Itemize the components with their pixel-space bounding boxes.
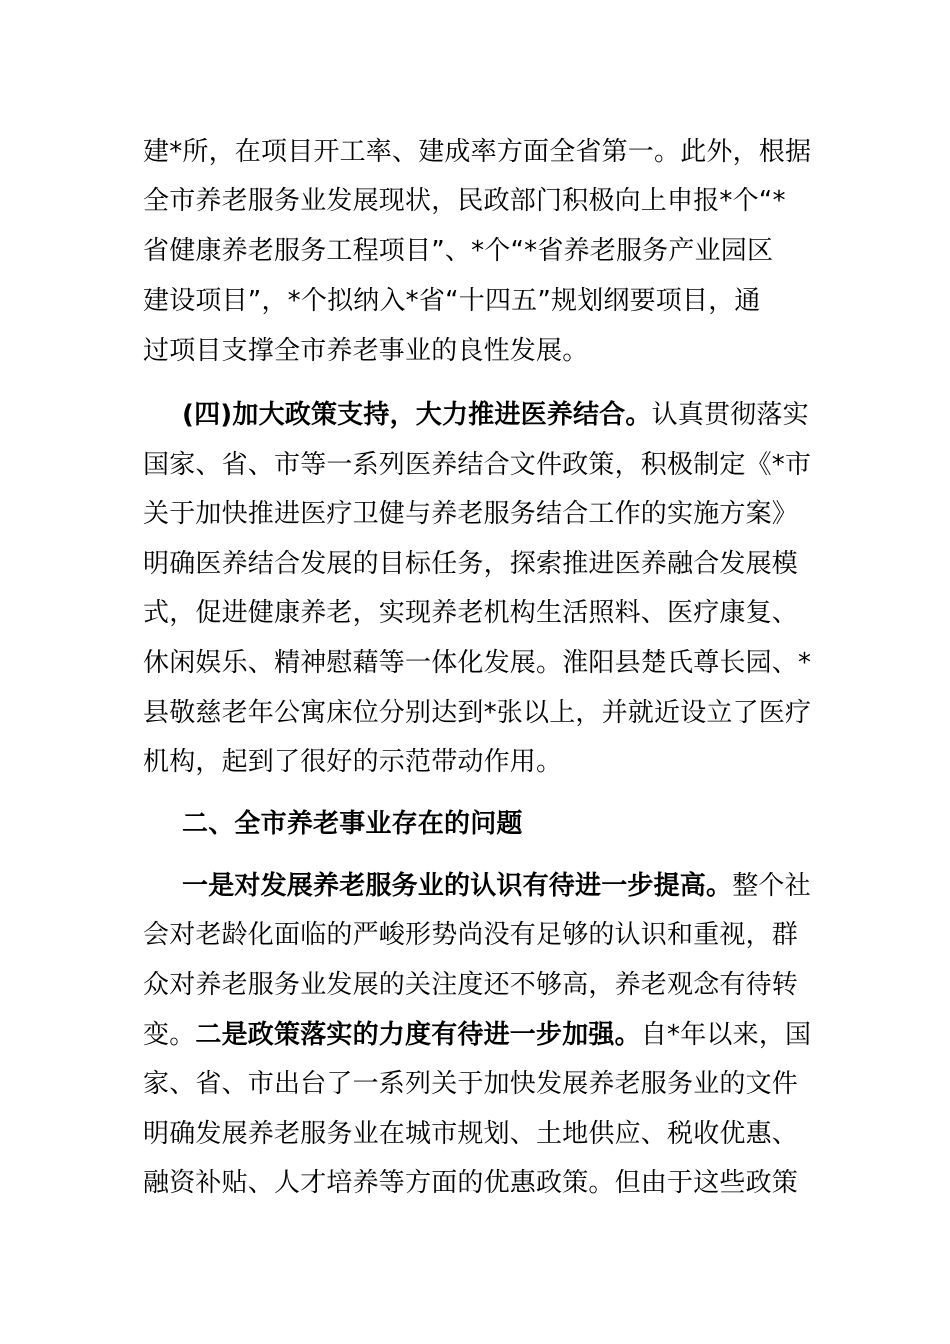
paragraph-line: 机构，起到了很好的示范带动作用。 — [143, 747, 563, 777]
paragraph-line: 国家、省、市等一系列医养结合文件政策，积极制定《*市 — [143, 450, 812, 480]
paragraph-text: 变。 — [143, 1020, 196, 1050]
paragraph-line: 省健康养老服务工程项目”、*个“*省养老服务产业园区 — [143, 236, 774, 266]
paragraph-text: 整个社 — [732, 871, 811, 901]
paragraph-line: 融资补贴、人才培养等方面的优惠政策。但由于这些政策 — [143, 1168, 799, 1198]
paragraph-text: 自*年以来，国 — [640, 1020, 812, 1050]
paragraph-text: 认真贯彻落实 — [651, 400, 809, 430]
paragraph-line — [143, 1018, 823, 1052]
paragraph-line — [182, 398, 862, 432]
paragraph-line: 建设项目”，*个拟纳入*省“十四五”规划纲要项目，通 — [143, 286, 761, 316]
paragraph-line: 建*所，在项目开工率、建成率方面全省第一。此外，根据 — [143, 137, 812, 167]
lead-sentence: 二是政策落实的力度有待进一步加强。 — [195, 1020, 641, 1050]
paragraph-line: 家、省、市出台了一系列关于加快发展养老服务业的文件 — [143, 1069, 799, 1099]
paragraph-line: 过项目支撑全市养老事业的良性发展。 — [143, 336, 589, 366]
paragraph-line: 全市养老服务业发展现状，民政部门积极向上申报*个“* — [143, 186, 786, 216]
paragraph-line: 众对养老服务业发展的关注度还不够高，养老观念有待转 — [143, 970, 799, 1000]
subsection-heading: (四)加大政策支持，大力推进医养结合。 — [182, 400, 652, 430]
paragraph-line: 会对老龄化面临的严峻形势尚没有足够的认识和重视，群 — [143, 920, 799, 950]
lead-sentence: 一是对发展养老服务业的认识有待进一步提高。 — [182, 871, 733, 901]
paragraph-line: 关于加快推进医疗卫健与养老服务结合工作的实施方案》 — [143, 499, 799, 529]
section-heading: 二、全市养老事业存在的问题 — [182, 809, 523, 839]
paragraph-line: 县敬慈老年公寓床位分别达到*张以上，并就近设立了医疗 — [143, 698, 812, 728]
paragraph-line: 明确医养结合发展的目标任务，探索推进医养融合发展模 — [143, 549, 799, 579]
paragraph-line — [182, 869, 862, 903]
paragraph-line: 明确发展养老服务业在城市规划、土地供应、税收优惠、 — [143, 1119, 799, 1149]
paragraph-line: 式，促进健康养老，实现养老机构生活照料、医疗康复、 — [143, 598, 799, 628]
paragraph-line: 休闲娱乐、精神慰藉等一体化发展。淮阳县楚氏尊长园、* — [143, 648, 812, 678]
